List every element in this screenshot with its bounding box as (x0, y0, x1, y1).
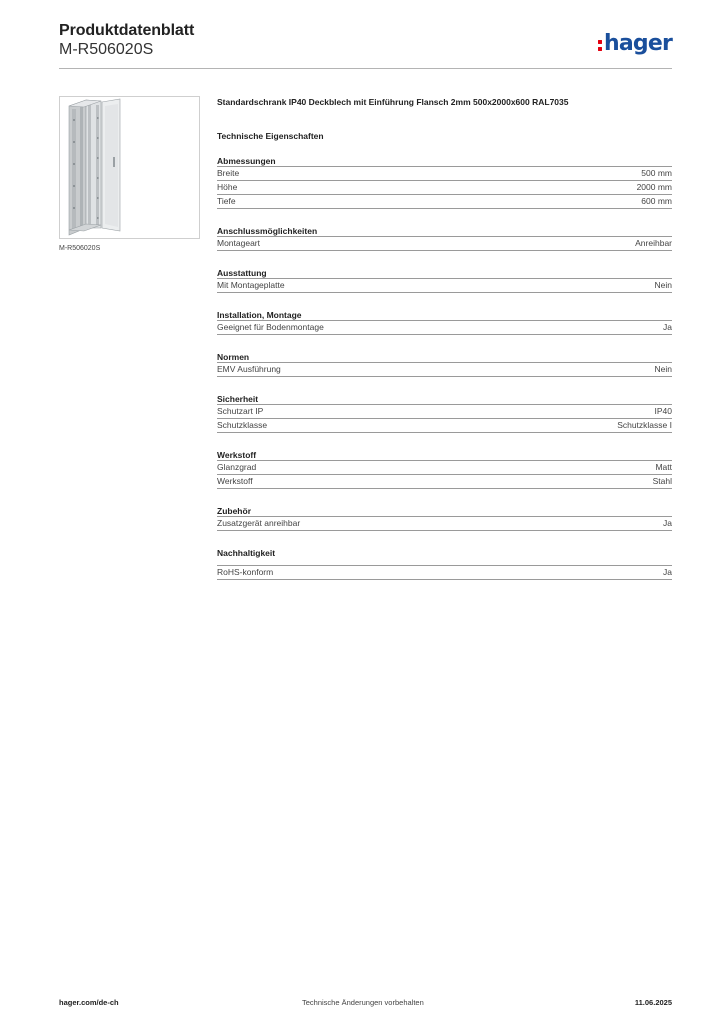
section-heading: Anschlussmöglichkeiten (217, 225, 672, 237)
property-value: IP40 (654, 406, 672, 416)
property-row (217, 405, 672, 419)
product-image (59, 96, 200, 239)
property-name: Tiefe (217, 196, 236, 206)
property-name: Montageart (217, 238, 260, 248)
property-name: Geeignet für Bodenmontage (217, 322, 324, 332)
property-row (217, 195, 672, 209)
property-name: Schutzklasse (217, 420, 268, 430)
property-value: 500 mm (641, 168, 672, 178)
property-value: 2000 mm (636, 182, 672, 192)
property-value: Ja (663, 518, 672, 528)
property-row (217, 279, 672, 293)
property-row (217, 167, 672, 181)
property-section (217, 393, 672, 433)
page-footer (59, 998, 672, 1012)
product-details (217, 96, 672, 596)
header-divider (59, 68, 672, 69)
document-title: Produktdatenblatt (59, 22, 195, 39)
property-value: Nein (654, 280, 672, 290)
property-row (217, 566, 672, 580)
property-section (217, 225, 672, 251)
property-row (217, 363, 672, 377)
footer-website: hager.com/de-ch (59, 998, 119, 1007)
product-image-caption: M-R506020S (59, 245, 101, 252)
property-name: Mit Montageplatte (217, 280, 285, 290)
logo-text: hager (603, 31, 672, 56)
property-section (217, 505, 672, 531)
property-row (217, 475, 672, 489)
property-section (217, 309, 672, 335)
property-name: Glanzgrad (217, 462, 257, 472)
section-heading: Zubehör (217, 505, 672, 517)
property-value: Schutzklasse I (617, 420, 672, 430)
section-heading: Installation, Montage (217, 309, 672, 321)
property-section (217, 351, 672, 377)
property-name: EMV Ausführung (217, 364, 281, 374)
section-heading: Ausstattung (217, 267, 672, 279)
document-article-number: M-R506020S (59, 41, 154, 58)
footer-date: 11.06.2025 (634, 998, 672, 1007)
technical-properties-heading: Technische Eigenschaften (217, 131, 324, 141)
footer-note: Technische Änderungen vorbehalten (302, 998, 424, 1007)
section-heading: Nachhaltigkeit (217, 547, 672, 566)
property-value: Stahl (652, 476, 672, 486)
property-sections (217, 155, 672, 580)
property-value: Ja (663, 322, 672, 332)
section-heading: Werkstoff (217, 449, 672, 461)
property-name: Höhe (217, 182, 238, 192)
property-row (217, 237, 672, 251)
property-name: RoHS-konform (217, 567, 274, 577)
product-description: Standardschrank IP40 Deckblech mit Einführung Flansch 2mm 500x2000x600 RAL7035 (217, 97, 569, 107)
property-row (217, 461, 672, 475)
property-row (217, 321, 672, 335)
property-row (217, 517, 672, 531)
property-row (217, 181, 672, 195)
property-row (217, 419, 672, 433)
property-section (217, 547, 672, 580)
property-value: Ja (663, 567, 672, 577)
property-value: 600 mm (641, 196, 672, 206)
property-section (217, 155, 672, 209)
section-heading: Abmessungen (217, 155, 672, 167)
logo-dots-icon (598, 35, 602, 55)
property-name: Werkstoff (217, 476, 253, 486)
property-value: Nein (654, 364, 672, 374)
property-value: Anreihbar (635, 238, 672, 248)
property-value: Matt (655, 462, 672, 472)
property-section (217, 267, 672, 293)
property-section (217, 449, 672, 489)
cabinet-product-image-icon (60, 97, 199, 238)
property-name: Breite (217, 168, 240, 178)
property-name: Zusatzgerät anreihbar (217, 518, 301, 528)
page-header (59, 22, 672, 68)
section-heading: Sicherheit (217, 393, 672, 405)
hager-logo (598, 29, 672, 55)
section-heading: Normen (217, 351, 672, 363)
property-name: Schutzart IP (217, 406, 264, 416)
